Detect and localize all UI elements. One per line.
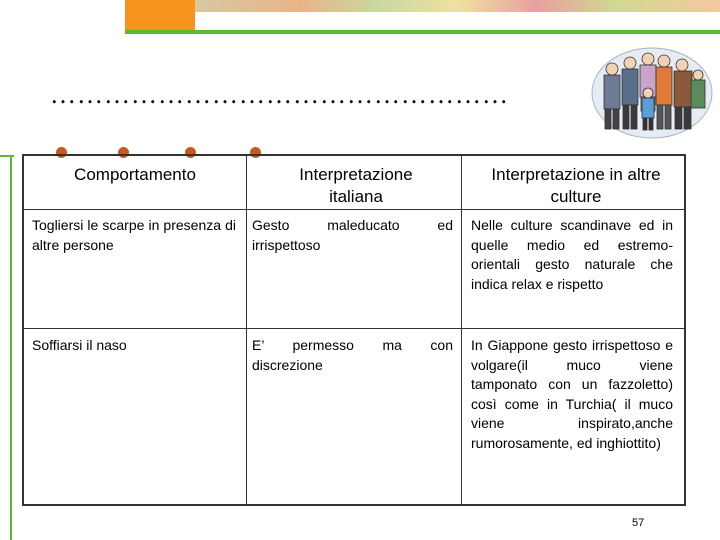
green-rule-left (10, 155, 12, 540)
flower-banner-image (195, 0, 720, 12)
green-rule-tick (0, 155, 14, 157)
group-of-people-icon (590, 45, 715, 140)
row-divider (24, 328, 684, 329)
row-1-behavior: Togliersi le scarpe in presenza di altre persone (32, 217, 236, 253)
header-comportamento: Comportamento (74, 165, 196, 184)
culture-comparison-table (22, 154, 686, 506)
row-2-behavior: Soffiarsi il naso (32, 337, 127, 353)
header-banner (125, 0, 720, 34)
page-number: 57 (632, 517, 645, 529)
header-divider (24, 209, 684, 210)
header-interpretazione-italiana: Interpretazione italiana (299, 165, 413, 206)
row-1-other-cultures-interpretation: Nelle culture scandinave ed in quelle medio ed estremo-orientali gesto naturale che indica relax e rispetto (471, 217, 673, 292)
slide-title-placeholder: …………………………………………… (50, 80, 509, 109)
green-rule-top (125, 30, 720, 34)
row-1-italian-interpretation: Gesto maleducato ed irrispettoso (252, 217, 453, 253)
header-interpretazione-altre-culture: Interpretazione in altre culture (491, 165, 661, 206)
orange-accent-block (125, 0, 195, 30)
row-2-italian-interpretation: E’ permesso ma con discrezione (252, 337, 453, 373)
row-2-other-cultures-interpretation: In Giappone gesto irrispettoso e volgare(il muco viene tamponato con un fazzoletto) così come in Turchia( il muco viene inspirato,anche rumorosamente, ed inghiottito) (471, 337, 673, 451)
